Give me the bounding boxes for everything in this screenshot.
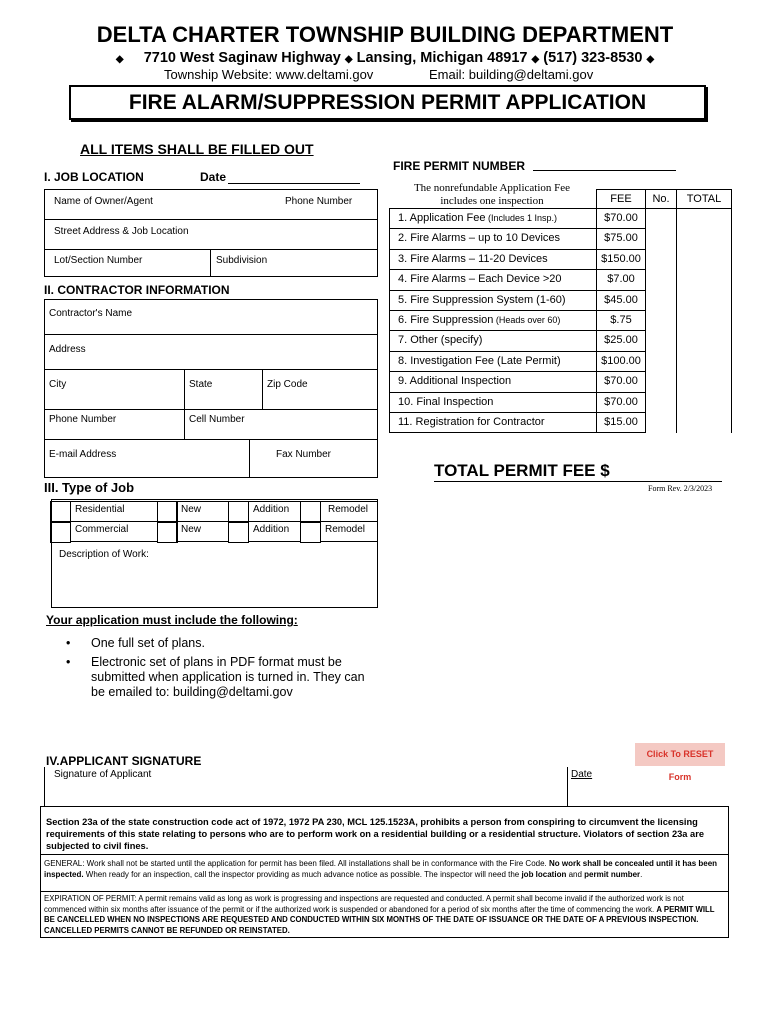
fee-item-description: 8. Investigation Fee (Late Permit) [389,351,597,372]
fee-item-description: 3. Fire Alarms – 11-20 Devices [389,249,597,270]
owner-agent-label: Name of Owner/Agent [54,196,153,207]
subdivision-label: Subdivision [216,255,268,266]
fee-quantity-input[interactable] [645,290,677,311]
fee-item-description: 6. Fire Suppression (Heads over 60) [389,310,597,331]
department-phone: (517) 323-8530 [543,50,643,66]
fee-item-description: 7. Other (specify) [389,330,597,351]
description-of-work-input[interactable] [55,562,375,606]
fee-quantity-input[interactable] [645,208,677,229]
job-type-heading: III. Type of Job [44,480,135,495]
total-permit-fee-label: TOTAL PERMIT FEE $ [434,461,610,480]
fee-total-input[interactable] [676,310,732,331]
fee-col-label: FEE [610,193,632,205]
new-option: New [176,521,229,542]
commercial-option: Commercial [70,521,158,542]
fee-amount: $70.00 [596,371,646,392]
website: Township Website: www.deltami.gov [164,67,374,82]
commercial-checkbox[interactable] [50,522,71,543]
fee-total-input[interactable] [676,249,732,270]
fee-quantity-input[interactable] [645,330,677,351]
fee-quantity-input[interactable] [645,310,677,331]
general-notice: GENERAL: Work shall not be started until the application for permit has been filed. All installations shall be in conformance with the Fire Code. No work shall be concealed until it has been inspected. When ready for an inspection, call the inspector providing as much advance notice as possible. The inspector will need the job location and permit number. [44,859,718,879]
contractor-phone-label: Phone Number [49,414,117,425]
commercial-remodel-checkbox[interactable] [300,522,321,543]
fee-total-input[interactable] [676,330,732,351]
signature-date-label: Date [571,769,593,780]
requirements-list [66,636,365,700]
fee-amount: $45.00 [596,290,646,311]
fee-total-input[interactable] [676,351,732,372]
residential-new-checkbox[interactable] [157,501,178,522]
contractor-heading: II. CONTRACTOR INFORMATION [44,283,230,297]
contractor-cell-label: Cell Number [189,414,245,425]
divider [40,891,729,892]
lot-section-label: Lot/Section Number [54,255,143,266]
date-label: Date [200,170,227,184]
contractor-state-label: State [189,379,213,390]
job-location-heading: I. JOB LOCATION [44,170,144,184]
signature-label: Signature of Applicant [54,769,152,780]
street-address: 7710 West Saginaw Highway [143,50,341,66]
residential-checkbox[interactable] [50,501,71,522]
fee-quantity-input[interactable] [645,392,677,413]
fee-amount: $70.00 [596,208,646,229]
form-title: FIRE ALARM/SUPPRESSION PERMIT APPLICATION [128,91,647,114]
street-address-label: Street Address & Job Location [54,226,189,237]
residential-addition-checkbox[interactable] [228,501,249,522]
diamond-icon: ◆ [115,54,124,65]
fee-item-description: 11. Registration for Contractor [389,412,597,433]
form-revision: Form Rev. 2/3/2023 [648,484,713,493]
fee-total-input[interactable] [676,269,732,290]
total-col-header [676,189,732,209]
remodel-option: Remodel [320,521,378,542]
fee-amount: $.75 [596,310,646,331]
fee-amount: $15.00 [596,412,646,433]
fee-item-description: 4. Fire Alarms – Each Device >20 [389,269,597,290]
remodel-option: Remodel [320,501,378,522]
fee-amount: $100.00 [596,351,646,372]
department-title: DELTA CHARTER TOWNSHIP BUILDING DEPARTMENT [96,22,674,47]
contractor-name-label: Contractor's Name [49,308,133,319]
department-email: Email: building@deltami.gov [429,67,594,82]
fee-amount: $150.00 [596,249,646,270]
form-title-box [69,85,706,120]
section-23a-notice: Section 23a of the state construction code act of 1972, 1972 PA 230, MCL 125.1523A, prohibits a person from conspiring to circumvent the licensing requirements of this state relating to persons who are to perform work on a residential building or a residential structure. Violators of section 23a are subjected to civil fines. [46,817,704,851]
expiration-notice: EXPIRATION OF PERMIT: A permit remains valid as long as work is progressing and inspections are requested and conducted. A permit shall become invalid if the authorized work is not commenced within six months after issuance of the permit or if the authorized work is suspended or abandoned for a period of six months after the time of commencing the work. A PERMIT WILL BE CANCELLED WHEN NO INSPECTIONS ARE REQUESTED AND CONDUCTED WITHIN SIX MONTHS OF THE DATE OF ISSUANCE OR THE DATE OF A PREVIOUS INSPECTION. CANCELLED PERMITS CANNOT BE REFUNDED OR REINSTATED. [44,894,715,935]
contact-line [0,50,770,66]
fee-total-input[interactable] [676,208,732,229]
diamond-icon: ◆ [344,54,353,65]
fee-item-description: 2. Fire Alarms – up to 10 Devices [389,228,597,249]
fire-permit-number-label: FIRE PERMIT NUMBER [393,159,525,173]
diamond-icon: ◆ [646,54,655,65]
residential-option: Residential [70,501,158,522]
city-line: Lansing, Michigan 48917 [356,50,528,66]
fee-quantity-input[interactable] [645,249,677,270]
commercial-addition-checkbox[interactable] [228,522,249,543]
list-item: • Electronic set of plans in PDF format must be submitted when application is turned in. They can be emailed to: building@deltami.gov [66,655,365,699]
reset-form-button[interactable]: Click To RESET Form [635,743,725,766]
fee-note-line1: The nonrefundable Application Fee [413,182,571,194]
fee-total-input[interactable] [676,412,732,433]
owner-phone-label: Phone Number [285,196,353,207]
addition-option: Addition [248,521,301,542]
contractor-fax-label: Fax Number [276,449,332,460]
fee-total-input[interactable] [676,290,732,311]
requirements-heading: Your application must include the following: [46,613,298,627]
contractor-zip-label: Zip Code [267,379,308,390]
fee-amount: $70.00 [596,392,646,413]
diamond-icon: ◆ [531,54,540,65]
date-input[interactable] [228,183,360,184]
fee-item-description: 1. Application Fee (Includes 1 Insp.) [389,208,597,229]
fire-permit-number-input[interactable] [533,170,676,171]
fee-amount: $7.00 [596,269,646,290]
fee-quantity-input[interactable] [645,412,677,433]
fill-all-notice: ALL ITEMS SHALL BE FILLED OUT [80,141,314,157]
description-of-work-label: Description of Work: [59,549,149,560]
total-col-label: TOTAL [686,193,722,205]
fee-quantity-input[interactable] [645,269,677,290]
fee-note-line2: includes one inspection [440,195,544,207]
commercial-new-checkbox[interactable] [157,522,178,543]
fee-amount: $25.00 [596,330,646,351]
contractor-address-label: Address [49,344,86,355]
residential-remodel-checkbox[interactable] [300,501,321,522]
contractor-email-label: E-mail Address [49,449,117,460]
fee-total-input[interactable] [676,371,732,392]
fee-total-input[interactable] [676,228,732,249]
no-col-header [645,189,677,209]
fee-quantity-input[interactable] [645,371,677,392]
fee-quantity-input[interactable] [645,351,677,372]
no-col-label: No. [652,193,670,205]
fee-quantity-input[interactable] [645,228,677,249]
fee-col-header [596,189,646,209]
signature-heading: IV.APPLICANT SIGNATURE [46,754,202,768]
fee-amount: $75.00 [596,228,646,249]
fee-total-input[interactable] [676,392,732,413]
list-item: • One full set of plans. [66,636,205,650]
total-permit-fee-input[interactable] [434,481,722,482]
fee-item-description: 5. Fire Suppression System (1-60) [389,290,597,311]
fee-item-description: 10. Final Inspection [389,392,597,413]
addition-option: Addition [248,501,301,522]
fee-item-description: 9. Additional Inspection [389,371,597,392]
contractor-city-label: City [49,379,67,390]
divider [40,854,729,855]
new-option: New [176,501,229,522]
contractor-address-field[interactable] [44,334,378,370]
